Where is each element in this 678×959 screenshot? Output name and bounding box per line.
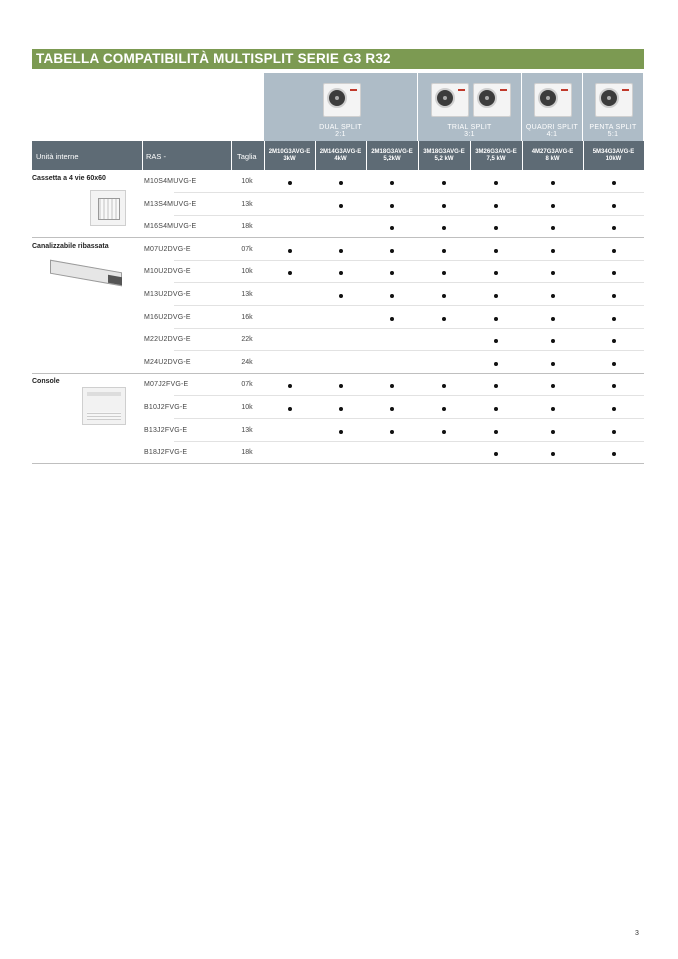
compatible-dot-icon (612, 430, 616, 434)
outdoor-group-panel (264, 73, 417, 141)
table-header (32, 141, 644, 170)
compatible-dot-icon (551, 271, 555, 275)
compatible-dot-icon (494, 204, 498, 208)
compatible-dot-icon (612, 317, 616, 321)
compatible-dot-icon (339, 407, 343, 411)
outdoor-model-power: 3kW (283, 156, 296, 162)
compatible-dot-icon (612, 407, 616, 411)
compatible-dot-icon (288, 271, 292, 275)
compatible-dot-icon (390, 226, 394, 230)
group-label (264, 124, 417, 138)
fan-icon (477, 88, 497, 108)
compatible-dot-icon (390, 407, 394, 411)
compatible-dot-icon (339, 181, 343, 185)
group-ratio: 5:1 (607, 131, 619, 138)
outdoor-group-panel (418, 73, 521, 141)
brand-logo-icon (500, 89, 507, 91)
compatible-dot-icon (339, 249, 343, 253)
compatible-dot-icon (390, 294, 394, 298)
compatible-dot-icon (288, 249, 292, 253)
compatible-dot-icon (390, 317, 394, 321)
compatible-dot-icon (551, 384, 555, 388)
ras-model: B10J2FVG-E (144, 404, 188, 411)
header-outdoor-model (583, 149, 644, 163)
table-row (32, 328, 644, 351)
fan-icon (538, 88, 558, 108)
compatible-dot-icon (390, 384, 394, 388)
compatible-dot-icon (551, 407, 555, 411)
group-ratio: 3:1 (464, 131, 475, 138)
ras-model: M16S4MUVG-E (144, 223, 197, 231)
compatible-dot-icon (390, 271, 394, 275)
outdoor-model-code: 2M14G3AVG-E (319, 149, 362, 155)
outdoor-model-code: 5M34G3AVG-E (592, 149, 635, 155)
outdoor-model-code: 2M18G3AVG-E (371, 149, 413, 155)
compatible-dot-icon (339, 204, 343, 208)
compatible-dot-icon (551, 339, 555, 343)
header-size: Taglia (237, 152, 257, 161)
table-row (32, 396, 644, 419)
compatible-dot-icon (442, 249, 446, 253)
outdoor-model-code: 3M18G3AVG-E (423, 149, 465, 155)
unit-size: 10k (241, 404, 253, 411)
compatible-dot-icon (339, 294, 343, 298)
outdoor-unit-image (323, 83, 361, 117)
compatible-dot-icon (551, 249, 555, 253)
brand-logo-icon (561, 89, 568, 91)
compatible-dot-icon (612, 204, 616, 208)
ras-model: M10S4MUVG-E (144, 178, 197, 185)
outdoor-model-power: 10kW (605, 156, 622, 162)
outdoor-model-code: 2M10G3AVG-E (268, 149, 311, 155)
compatible-dot-icon (442, 294, 446, 298)
ras-model: M22U2DVG-E (144, 336, 191, 344)
ras-model: M10U2DVG-E (144, 268, 191, 276)
unit-size: 16k (241, 313, 253, 321)
compatible-dot-icon (442, 181, 446, 185)
compatible-dot-icon (612, 226, 616, 230)
compatible-dot-icon (494, 362, 498, 366)
compatible-dot-icon (494, 407, 498, 411)
category-label: Canalizzabile ribassata (32, 242, 109, 250)
compatible-dot-icon (551, 430, 555, 434)
table-row (32, 306, 644, 329)
compatible-dot-icon (612, 249, 616, 253)
outdoor-model-power: 7,5 kW (486, 156, 506, 162)
unit-size: 13k (241, 291, 253, 298)
fan-icon (435, 88, 455, 108)
compatible-dot-icon (390, 204, 394, 208)
page-title: TABELLA COMPATIBILITÀ MULTISPLIT SERIE G3 R32 (36, 51, 391, 66)
outdoor-group-panel (583, 73, 643, 141)
compatible-dot-icon (551, 181, 555, 185)
compatible-dot-icon (339, 384, 343, 388)
header-outdoor-model (522, 149, 583, 163)
header-outdoor-model (315, 149, 366, 163)
fan-icon (599, 88, 619, 108)
header-ras: RAS - (146, 152, 167, 161)
compatible-dot-icon (494, 452, 498, 456)
compatible-dot-icon (494, 271, 498, 275)
group-label (522, 124, 582, 138)
group-name: QUADRI SPLIT (525, 124, 579, 131)
compatible-dot-icon (612, 384, 616, 388)
table-row (32, 193, 644, 216)
header-outdoor-model (264, 149, 315, 163)
table-row (32, 283, 644, 306)
compatible-dot-icon (551, 294, 555, 298)
compatible-dot-icon (612, 339, 616, 343)
outdoor-model-power: 8 kW (545, 156, 560, 162)
unit-size: 10k (241, 178, 253, 185)
unit-size: 07k (241, 245, 253, 253)
compatible-dot-icon (288, 384, 292, 388)
header-separator (142, 141, 143, 170)
table-row (32, 441, 644, 464)
outdoor-model-code: 4M27G3AVG-E (531, 149, 574, 155)
outdoor-unit-image (431, 83, 469, 117)
group-label (583, 124, 643, 138)
header-outdoor-model (366, 149, 418, 163)
compatible-dot-icon (551, 452, 555, 456)
outdoor-model-power: 5,2kW (383, 156, 401, 162)
compatible-dot-icon (442, 204, 446, 208)
group-name: TRIAL SPLIT (447, 124, 492, 131)
header-outdoor-model (470, 149, 522, 163)
table-row (32, 215, 644, 238)
compatible-dot-icon (612, 452, 616, 456)
compatible-dot-icon (612, 294, 616, 298)
row-divider (32, 463, 644, 464)
group-name: DUAL SPLIT (319, 124, 362, 131)
ras-model: B13J2FVG-E (144, 426, 188, 434)
table-row (32, 260, 644, 283)
unit-size: 10k (241, 268, 253, 276)
ras-model: B18J2FVG-E (144, 449, 188, 457)
compatible-dot-icon (442, 407, 446, 411)
compatible-dot-icon (494, 384, 498, 388)
compatible-dot-icon (551, 362, 555, 366)
unit-size: 18k (241, 223, 253, 231)
compatible-dot-icon (494, 317, 498, 321)
ras-model: M24U2DVG-E (144, 358, 191, 366)
ras-model: M07U2DVG-E (144, 245, 191, 253)
ras-model: M16U2DVG-E (144, 313, 191, 321)
header-indoor-units: Unità interne (36, 152, 79, 161)
compatible-dot-icon (494, 226, 498, 230)
compatible-dot-icon (442, 384, 446, 388)
compatible-dot-icon (442, 430, 446, 434)
compatible-dot-icon (390, 430, 394, 434)
group-ratio: 4:1 (546, 131, 558, 138)
category-label: Console (32, 378, 60, 386)
group-label (418, 124, 521, 138)
unit-size: 13k (241, 200, 253, 208)
compatible-dot-icon (390, 181, 394, 185)
outdoor-model-power: 4kW (334, 156, 347, 162)
compatible-dot-icon (612, 271, 616, 275)
ras-model: M13U2DVG-E (144, 291, 191, 298)
compatible-dot-icon (442, 226, 446, 230)
category-label: Cassetta a 4 vie 60x60 (32, 175, 106, 182)
table-row (32, 351, 644, 374)
table-row (32, 373, 644, 396)
compatible-dot-icon (390, 249, 394, 253)
outdoor-unit-image (534, 83, 572, 117)
unit-size: 22k (241, 336, 253, 344)
unit-size: 18k (241, 449, 253, 457)
table-row (32, 419, 644, 442)
compatible-dot-icon (494, 294, 498, 298)
outdoor-model-power: 5,2 kW (434, 156, 454, 162)
brand-logo-icon (458, 89, 465, 91)
outdoor-unit-image (473, 83, 511, 117)
compatible-dot-icon (339, 430, 343, 434)
outdoor-group-panel (522, 73, 582, 141)
unit-size: 07k (241, 381, 253, 389)
compatible-dot-icon (288, 181, 292, 185)
compatible-dot-icon (288, 407, 292, 411)
compatible-dot-icon (442, 317, 446, 321)
compatible-dot-icon (442, 271, 446, 275)
table-row (32, 238, 644, 261)
unit-size: 24k (241, 358, 253, 366)
header-outdoor-model (418, 149, 470, 163)
compatible-dot-icon (494, 430, 498, 434)
compatible-dot-icon (494, 249, 498, 253)
group-name: PENTA SPLIT (589, 124, 637, 131)
compatible-dot-icon (612, 181, 616, 185)
brand-logo-icon (350, 89, 357, 91)
ras-model: M13S4MUVG-E (144, 200, 197, 208)
compatible-dot-icon (494, 181, 498, 185)
compatible-dot-icon (339, 271, 343, 275)
compatible-dot-icon (551, 226, 555, 230)
fan-icon (327, 88, 347, 108)
outdoor-model-code: 3M26G3AVG-E (475, 149, 517, 155)
title-bar (32, 49, 644, 69)
compatible-dot-icon (494, 339, 498, 343)
brand-logo-icon (622, 89, 629, 91)
compatible-dot-icon (612, 362, 616, 366)
compatible-dot-icon (551, 204, 555, 208)
header-separator (231, 141, 232, 170)
compatible-dot-icon (551, 317, 555, 321)
group-ratio: 2:1 (335, 131, 346, 138)
ras-model: M07J2FVG-E (144, 381, 189, 389)
unit-size: 13k (241, 426, 253, 434)
page-number: 3 (635, 930, 639, 937)
outdoor-unit-image (595, 83, 633, 117)
table-row (32, 170, 644, 193)
